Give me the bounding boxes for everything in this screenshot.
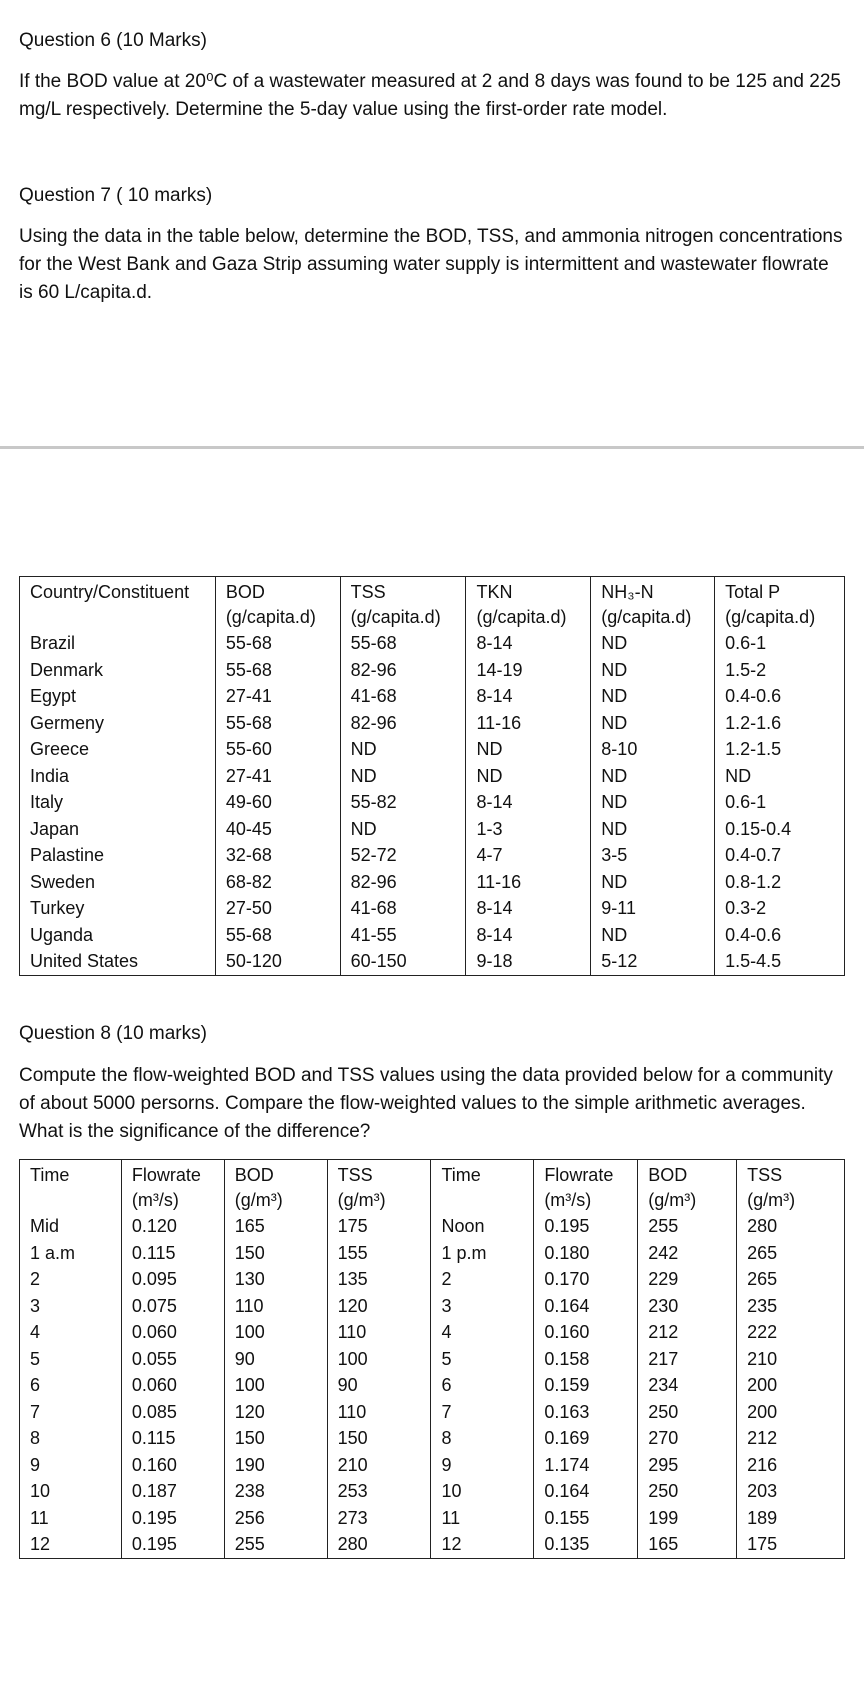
column-header-unit: (g/capita.d) <box>225 607 316 627</box>
column-header-name: Time <box>441 1165 481 1185</box>
table-cell: 6 <box>431 1372 534 1399</box>
table-cell: ND <box>340 816 466 843</box>
table-cell: 8-14 <box>466 895 591 922</box>
table-cell: 0.158 <box>534 1346 638 1373</box>
table-cell: ND <box>591 816 715 843</box>
table-cell: Japan <box>20 816 216 843</box>
table-cell: 90 <box>327 1372 431 1399</box>
question-6-text: If the BOD value at 20⁰C of a wastewater measured at 2 and 8 days was found to be 125 and 225 mg/L respectively. Determine the 5-day value using the first-order rate model. <box>19 71 841 120</box>
table-cell: 0.159 <box>534 1372 638 1399</box>
hour-row <box>20 1452 845 1479</box>
column-header <box>737 1160 845 1214</box>
table-cell: 82-96 <box>340 710 466 737</box>
table-cell: 9 <box>20 1452 122 1479</box>
table-cell: 8-14 <box>466 683 591 710</box>
table-cell: 1.2-1.6 <box>715 710 845 737</box>
column-header <box>215 577 340 631</box>
hour-row <box>20 1346 845 1373</box>
column-header <box>431 1160 534 1214</box>
table-cell: 0.095 <box>121 1266 224 1293</box>
table-cell: 255 <box>638 1213 737 1240</box>
header-row <box>20 577 845 631</box>
country-row <box>20 842 845 869</box>
column-header-name: BOD <box>225 582 265 602</box>
column-header <box>121 1160 224 1214</box>
table-cell: 52-72 <box>340 842 466 869</box>
column-header-name: Flowrate <box>131 1165 201 1185</box>
table-cell: 41-68 <box>340 895 466 922</box>
hour-row <box>20 1293 845 1320</box>
table-cell: 8 <box>431 1425 534 1452</box>
table-cell: 200 <box>737 1372 845 1399</box>
table-cell: 0.4-0.6 <box>715 922 845 949</box>
table-cell: 265 <box>737 1266 845 1293</box>
table-cell: Mid <box>20 1213 122 1240</box>
column-header-unit: (g/m³) <box>747 1190 796 1210</box>
table-cell: 270 <box>638 1425 737 1452</box>
table-cell: 1 p.m <box>431 1240 534 1267</box>
column-header-unit: (m³/s) <box>544 1190 592 1210</box>
table-cell: 216 <box>737 1452 845 1479</box>
table-cell: 0.055 <box>121 1346 224 1373</box>
table-cell: 10 <box>431 1478 534 1505</box>
country-row <box>20 948 845 975</box>
column-header <box>340 577 466 631</box>
hour-row <box>20 1240 845 1267</box>
table-cell: 14-19 <box>466 657 591 684</box>
table-cell: 110 <box>327 1399 431 1426</box>
column-header-name: TSS <box>747 1165 783 1185</box>
table-cell: 27-41 <box>215 763 340 790</box>
table-cell: 5 <box>431 1346 534 1373</box>
table-cell: 0.160 <box>121 1452 224 1479</box>
table-cell: 1 a.m <box>20 1240 122 1267</box>
table-cell: 0.195 <box>121 1531 224 1558</box>
table-cell: 55-68 <box>340 630 466 657</box>
table-cell: 212 <box>638 1319 737 1346</box>
table-cell: ND <box>340 763 466 790</box>
table-cell: 8-10 <box>591 736 715 763</box>
table-cell: 0.060 <box>121 1372 224 1399</box>
country-row <box>20 816 845 843</box>
column-header-name: TSS <box>350 582 386 602</box>
table-cell: 120 <box>327 1293 431 1320</box>
table-cell: 217 <box>638 1346 737 1373</box>
table-cell: 32-68 <box>215 842 340 869</box>
table-cell: ND <box>591 683 715 710</box>
hour-row <box>20 1399 845 1426</box>
table-cell: 222 <box>737 1319 845 1346</box>
table-cell: 9 <box>431 1452 534 1479</box>
column-header-unit: (g/m³) <box>337 1190 386 1210</box>
table-cell: 200 <box>737 1399 845 1426</box>
table-cell: ND <box>466 763 591 790</box>
column-header-name: NH₃-N <box>601 582 654 602</box>
table-cell: 0.3-2 <box>715 895 845 922</box>
per-capita-loading-table <box>19 576 845 976</box>
table-cell: 11-16 <box>466 869 591 896</box>
table-cell: 0.15-0.4 <box>715 816 845 843</box>
hour-row <box>20 1319 845 1346</box>
table-cell: 110 <box>224 1293 327 1320</box>
table-cell: 0.187 <box>121 1478 224 1505</box>
table-cell: Denmark <box>20 657 216 684</box>
column-header-unit: (m³/s) <box>131 1190 179 1210</box>
table-cell: 90 <box>224 1346 327 1373</box>
hour-row <box>20 1266 845 1293</box>
table-cell: 135 <box>327 1266 431 1293</box>
table-cell: 4 <box>431 1319 534 1346</box>
table-cell: ND <box>591 630 715 657</box>
column-header-unit: (g/capita.d) <box>725 607 816 627</box>
table-cell: 0.170 <box>534 1266 638 1293</box>
table-cell: Germeny <box>20 710 216 737</box>
table-cell: 165 <box>224 1213 327 1240</box>
table-cell: 165 <box>638 1531 737 1558</box>
table-cell: 0.195 <box>534 1213 638 1240</box>
table-cell: Italy <box>20 789 216 816</box>
table-cell: 0.075 <box>121 1293 224 1320</box>
table-cell: 175 <box>737 1531 845 1558</box>
table-cell: 8-14 <box>466 922 591 949</box>
table-cell: 1.5-2 <box>715 657 845 684</box>
table-cell: Egypt <box>20 683 216 710</box>
table-cell: 0.6-1 <box>715 789 845 816</box>
column-header-name: Time <box>30 1165 70 1185</box>
table-cell: 280 <box>327 1531 431 1558</box>
column-header-name: Total P <box>725 582 781 602</box>
table-cell: 0.195 <box>121 1505 224 1532</box>
table-cell: 0.164 <box>534 1478 638 1505</box>
column-header-unit: (g/capita.d) <box>350 607 441 627</box>
table-cell: 110 <box>327 1319 431 1346</box>
column-header-unit: (g/capita.d) <box>476 607 567 627</box>
table-cell: 150 <box>327 1425 431 1452</box>
table-cell: 203 <box>737 1478 845 1505</box>
table-cell: Sweden <box>20 869 216 896</box>
table-cell: 9-18 <box>466 948 591 975</box>
table-cell: ND <box>591 922 715 949</box>
table-cell: ND <box>591 789 715 816</box>
column-header <box>224 1160 327 1214</box>
table-cell: 4-7 <box>466 842 591 869</box>
table-cell: 6 <box>20 1372 122 1399</box>
table-cell: 235 <box>737 1293 845 1320</box>
table-cell: 82-96 <box>340 869 466 896</box>
column-header <box>638 1160 737 1214</box>
country-row <box>20 683 845 710</box>
table-cell: ND <box>591 657 715 684</box>
column-header-unit: (g/capita.d) <box>601 607 692 627</box>
column-header-name: TSS <box>337 1165 373 1185</box>
table-cell: ND <box>591 869 715 896</box>
table-cell: 250 <box>638 1399 737 1426</box>
table-cell: 234 <box>638 1372 737 1399</box>
table-cell: 0.4-0.7 <box>715 842 845 869</box>
table-cell: 41-55 <box>340 922 466 949</box>
column-header <box>20 1160 122 1214</box>
hourly-flow-table <box>19 1159 845 1559</box>
table-cell: 49-60 <box>215 789 340 816</box>
table-cell: 8 <box>20 1425 122 1452</box>
table-cell: Noon <box>431 1213 534 1240</box>
country-row <box>20 736 845 763</box>
table-cell: 1.5-4.5 <box>715 948 845 975</box>
table-cell: 11-16 <box>466 710 591 737</box>
table-cell: 8-14 <box>466 630 591 657</box>
column-header <box>466 577 591 631</box>
column-header-unit: (g/m³) <box>648 1190 697 1210</box>
column-header-unit: (g/m³) <box>234 1190 283 1210</box>
table-cell: 273 <box>327 1505 431 1532</box>
table-cell: 27-50 <box>215 895 340 922</box>
table-cell: 150 <box>224 1240 327 1267</box>
table-cell: ND <box>466 736 591 763</box>
table-cell: Brazil <box>20 630 216 657</box>
country-row <box>20 895 845 922</box>
column-header-name: BOD <box>234 1165 274 1185</box>
table-cell: 0.180 <box>534 1240 638 1267</box>
table-cell: 280 <box>737 1213 845 1240</box>
column-header <box>20 577 216 631</box>
header-row <box>20 1160 845 1214</box>
table-cell: 0.155 <box>534 1505 638 1532</box>
table-cell: Uganda <box>20 922 216 949</box>
table-cell: 55-82 <box>340 789 466 816</box>
table-cell: 0.160 <box>534 1319 638 1346</box>
column-header-name: TKN <box>476 582 513 602</box>
table-cell: 2 <box>431 1266 534 1293</box>
table-cell: 8-14 <box>466 789 591 816</box>
column-header-name: Country/Constituent <box>30 582 190 602</box>
table-cell: ND <box>591 710 715 737</box>
table-cell: 189 <box>737 1505 845 1532</box>
table-cell: 155 <box>327 1240 431 1267</box>
table-cell: 199 <box>638 1505 737 1532</box>
country-row <box>20 789 845 816</box>
table-cell: 12 <box>20 1531 122 1558</box>
column-header <box>591 577 715 631</box>
hour-row <box>20 1213 845 1240</box>
table-cell: ND <box>340 736 466 763</box>
table-cell: 4 <box>20 1319 122 1346</box>
table-cell: 265 <box>737 1240 845 1267</box>
table-cell: 0.4-0.6 <box>715 683 845 710</box>
table-cell: 0.085 <box>121 1399 224 1426</box>
table-cell: 253 <box>327 1478 431 1505</box>
table-cell: 5 <box>20 1346 122 1373</box>
table-cell: 0.120 <box>121 1213 224 1240</box>
table-cell: 5-12 <box>591 948 715 975</box>
table-cell: 10 <box>20 1478 122 1505</box>
table-cell: 55-68 <box>215 657 340 684</box>
table-cell: 0.8-1.2 <box>715 869 845 896</box>
table-cell: 11 <box>20 1505 122 1532</box>
table-cell: 9-11 <box>591 895 715 922</box>
table-cell: 11 <box>431 1505 534 1532</box>
table-cell: 0.164 <box>534 1293 638 1320</box>
table-cell: 7 <box>20 1399 122 1426</box>
table-cell: 150 <box>224 1425 327 1452</box>
country-row <box>20 657 845 684</box>
table-cell: 120 <box>224 1399 327 1426</box>
table-cell: 55-68 <box>215 630 340 657</box>
table-cell: 256 <box>224 1505 327 1532</box>
table-cell: 40-45 <box>215 816 340 843</box>
table-cell: 3 <box>431 1293 534 1320</box>
table-cell: 27-41 <box>215 683 340 710</box>
country-row <box>20 869 845 896</box>
hour-row <box>20 1372 845 1399</box>
table-cell: United States <box>20 948 216 975</box>
table-cell: 0.135 <box>534 1531 638 1558</box>
table-cell: 250 <box>638 1478 737 1505</box>
table-cell: 229 <box>638 1266 737 1293</box>
table-cell: 55-68 <box>215 710 340 737</box>
table-cell: 295 <box>638 1452 737 1479</box>
table-cell: 130 <box>224 1266 327 1293</box>
table-cell: 50-120 <box>215 948 340 975</box>
hour-row <box>20 1478 845 1505</box>
table-cell: 0.115 <box>121 1425 224 1452</box>
table-cell: 2 <box>20 1266 122 1293</box>
question-6-title: Question 6 (10 Marks) <box>19 30 207 51</box>
table-cell: 55-68 <box>215 922 340 949</box>
table-cell: 0.060 <box>121 1319 224 1346</box>
question-8-text: Compute the flow-weighted BOD and TSS values using the data provided below for a community of about 5000 persorns. Compare the flow-weighted values to the simple arithmetic averages. What is the significance of the difference? <box>19 1065 833 1142</box>
table-cell: ND <box>591 763 715 790</box>
table-cell: 0.6-1 <box>715 630 845 657</box>
table-cell: 7 <box>431 1399 534 1426</box>
table-cell: India <box>20 763 216 790</box>
hour-row <box>20 1425 845 1452</box>
column-header <box>715 577 845 631</box>
table-cell: 190 <box>224 1452 327 1479</box>
table-cell: 175 <box>327 1213 431 1240</box>
question-7-title: Question 7 ( 10 marks) <box>19 185 213 206</box>
table-cell: Turkey <box>20 895 216 922</box>
table-cell: 0.163 <box>534 1399 638 1426</box>
table-cell: 3 <box>20 1293 122 1320</box>
table-cell: 100 <box>224 1372 327 1399</box>
question-8-title: Question 8 (10 marks) <box>19 1023 207 1044</box>
table-cell: 0.169 <box>534 1425 638 1452</box>
table-cell: 100 <box>224 1319 327 1346</box>
table-cell: ND <box>715 763 845 790</box>
country-row <box>20 763 845 790</box>
question-7-text: Using the data in the table below, determine the BOD, TSS, and ammonia nitrogen concentrations for the West Bank and Gaza Strip assuming water supply is intermittent and wastewater flowrate is 60 L/capita.d. <box>19 226 843 303</box>
hour-row <box>20 1531 845 1558</box>
country-row <box>20 630 845 657</box>
table-cell: 210 <box>737 1346 845 1373</box>
table-cell: 255 <box>224 1531 327 1558</box>
table-cell: 12 <box>431 1531 534 1558</box>
table-cell: 3-5 <box>591 842 715 869</box>
table-cell: 60-150 <box>340 948 466 975</box>
table-cell: 1.174 <box>534 1452 638 1479</box>
table-cell: 230 <box>638 1293 737 1320</box>
table-cell: 1.2-1.5 <box>715 736 845 763</box>
column-header-name: BOD <box>648 1165 688 1185</box>
table-cell: 55-60 <box>215 736 340 763</box>
column-header-name: Flowrate <box>544 1165 614 1185</box>
table-cell: 212 <box>737 1425 845 1452</box>
table-cell: 82-96 <box>340 657 466 684</box>
table-cell: 100 <box>327 1346 431 1373</box>
table-cell: 41-68 <box>340 683 466 710</box>
page-divider <box>0 446 864 449</box>
country-row <box>20 922 845 949</box>
hour-row <box>20 1505 845 1532</box>
table-cell: 68-82 <box>215 869 340 896</box>
table-cell: 1-3 <box>466 816 591 843</box>
table-cell: 210 <box>327 1452 431 1479</box>
column-header <box>534 1160 638 1214</box>
table-cell: 238 <box>224 1478 327 1505</box>
column-header <box>327 1160 431 1214</box>
table-cell: Greece <box>20 736 216 763</box>
country-row <box>20 710 845 737</box>
table-cell: Palastine <box>20 842 216 869</box>
table-cell: 0.115 <box>121 1240 224 1267</box>
table-cell: 242 <box>638 1240 737 1267</box>
